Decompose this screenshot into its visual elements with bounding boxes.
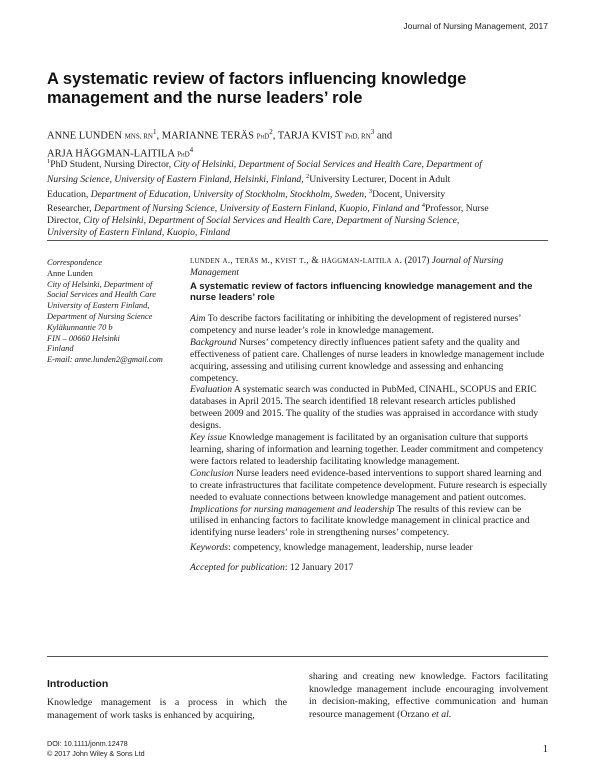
affiliation-line — [47, 186, 550, 201]
doi[interactable]: DOI: 10.1111/jonm.12478 — [47, 739, 128, 748]
affil-institution: City of Helsinki, Department of Social Services and Health Care, Department of — [173, 159, 482, 171]
journal-header: Journal of Nursing Management, 2017 — [403, 21, 548, 31]
abstract-block — [190, 256, 548, 574]
introduction-right-column — [309, 671, 548, 721]
correspondence-line: Finland — [47, 344, 74, 354]
affil-text: University Lecturer, Docent in Adult — [309, 173, 451, 185]
affil-text: Director, — [47, 215, 84, 227]
abstract-title: A systematic review of factors influencing knowledge management and the nurse leaders’ role — [190, 280, 533, 304]
accepted-date — [190, 562, 548, 574]
affil-institution: Department of Nursing Science, University of Eastern Finland, Kuopio, Finland and — [94, 203, 422, 215]
affil-text: Professor, Nurse — [425, 203, 489, 215]
affil-institution: Department of Education, University of Stockholm, Stockholm, Sweden, — [90, 188, 369, 200]
author-affil-number: 1 — [152, 128, 157, 136]
title-line: A systematic review of factors influencing knowledge — [47, 70, 467, 88]
section-text: Knowledge management is facilitated by an organisation culture that supports learning, sharing of information and learning together. Leader commitment and competency were factors related to leadership facilitating knowledge management. — [190, 432, 544, 467]
introduction-right-text: sharing and creating new knowledge. Factors facilitating knowledge management include encouraging involvement in decision-making, effective communication and human resource management (Orzano — [309, 671, 548, 720]
title-line: management and the nurse leaders’ role — [47, 89, 363, 107]
author-name: MARIANNE TERÄS — [161, 130, 255, 142]
author-degree: PhD — [256, 132, 270, 141]
affil-text: Education, — [47, 188, 91, 200]
keywords-text: : competency, knowledge management, leadership, nurse leader — [228, 542, 473, 554]
section-text: Nurse leaders need evidence-based interventions to support shared learning and to create infrastructures that facilitate competence development. Future research is especially needed to evaluate connections between knowledge management and patient outcomes. — [190, 467, 548, 503]
affil-text: PhD Student, Nursing Director, — [50, 159, 174, 171]
section-text: The results of this review can be utilised in enhancing factors to facilitate knowledge management in clinical practice and identifying nurse leaders’ role in strengthening nurses’ competency. — [190, 503, 530, 539]
author-affil-number: 4 — [189, 145, 194, 154]
author-list: ANNE LUNDEN MNS, $RN^1$, MARIANNE TERÄS PhD$^2$, TARJA KVIST PhD, $RN^3$ and ARJA HÄGGMAN-LAITILA PhD$^4$ — [47, 128, 393, 159]
section-label: Key issue — [190, 432, 227, 444]
introduction-left-column: Knowledge management is a process in which the management of work tasks is enhanced by acquiring, — [47, 697, 287, 721]
section-text: A systematic search was conducted in PubMed, CINAHL, SCOPUS and ERIC databases in April 2015. The search identified 18 relevant research articles published between 2009 and 2015. The quality of the studies was appraised in accordance with study designs. — [190, 384, 539, 432]
section-label: Implications for nursing management and leadership — [190, 503, 395, 515]
accepted-label: Accepted for publication — [190, 562, 285, 574]
affil-institution: University of Eastern Finland, Kuopio, Finland — [47, 226, 231, 238]
author-degree: PhD — [177, 150, 190, 158]
correspondence-email[interactable]: E-mail: anne.lunden2@gmail.com — [47, 355, 163, 365]
citation-authors: lunden a., teräs m., kvist t., & häggman-laitila a. — [190, 256, 403, 266]
affil-text: Researcher, — [47, 203, 95, 215]
abstract-evaluation — [190, 384, 548, 432]
author-name: ANNE LUNDEN — [47, 130, 122, 142]
keywords — [190, 542, 548, 554]
copyright: © 2017 John Wiley & Sons Ltd — [47, 749, 145, 758]
author-conjunction: and — [376, 130, 393, 142]
section-label: Conclusion — [190, 467, 234, 479]
author-name: ARJA HÄGGMAN-LAITILA — [47, 148, 175, 159]
affil-number: 3 — [368, 187, 373, 195]
abstract-implications — [190, 504, 548, 540]
correspondence-line: Social Services and Health Care — [47, 290, 157, 300]
correspondence-line: University of Eastern Finland, — [47, 301, 150, 311]
section-label: Background — [190, 336, 237, 348]
section-text: To describe factors facilitating or inhibiting the development of registered nurses’ competency and nurse leader’s role in knowledge management. — [190, 313, 521, 336]
introduction-heading: Introduction — [47, 678, 109, 690]
correspondence-line: Anne Lunden — [47, 268, 93, 278]
correspondence-block — [47, 258, 187, 366]
section-label: Evaluation — [190, 384, 233, 396]
section-text: Nurses’ competency directly influences patient safety and the quality and effectiveness of patient care. Challenges of nurse leaders in knowledge management include acquiring, assessing and utilising current knowledge and assessing and enhancing competency. — [190, 336, 545, 384]
abstract-aim — [190, 313, 548, 337]
author-degree: PhD, RN — [345, 132, 371, 141]
affil-institution: Nursing Science, University of Eastern Finland, Helsinki, Finland, — [47, 173, 306, 185]
header-divider — [47, 240, 548, 241]
affil-text: Docent, University — [372, 188, 446, 200]
affiliation-line — [47, 227, 550, 239]
citation-journal: Journal of Nursing — [431, 256, 504, 266]
correspondence-line: City of Helsinki, Department of — [47, 279, 153, 289]
affiliation-line — [47, 200, 550, 215]
accepted-text: : 12 January 2017 — [284, 562, 354, 574]
affil-number: 2 — [306, 172, 310, 180]
correspondence-line: Department of Nursing Science — [47, 311, 153, 321]
abstract-conclusion — [190, 468, 548, 504]
introduction-citation: et al. — [431, 708, 452, 720]
page-number: 1 — [542, 744, 548, 755]
affiliations — [47, 156, 550, 238]
affil-number: 1 — [47, 158, 51, 165]
abstract-divider — [47, 656, 548, 657]
affil-number: 4 — [421, 202, 426, 210]
citation — [190, 256, 548, 280]
author-name: TARJA KVIST — [277, 130, 343, 142]
affil-institution: City of Helsinki, Department of Social Services and Health Care, Department of Nursing Science, — [83, 215, 460, 227]
citation-year: (2017) — [404, 256, 430, 266]
affiliation-line — [47, 156, 550, 171]
affiliation-line — [47, 215, 550, 227]
citation-journal-cont: Management — [190, 267, 239, 278]
section-label: Aim — [190, 313, 206, 324]
abstract-key-issue — [190, 432, 548, 468]
author-affil-number: 2 — [269, 128, 273, 136]
keywords-label: Keywords — [190, 542, 229, 554]
affiliation-line — [47, 171, 550, 186]
article-title — [47, 70, 547, 108]
correspondence-line: Kyläkunnantie 70 b — [47, 322, 113, 332]
abstract-background — [190, 337, 548, 385]
author-affil-number: 3 — [370, 128, 375, 136]
author-degree: MNS, RN — [124, 132, 153, 141]
correspondence-line: FIN – 00660 Helsinki — [47, 333, 120, 343]
correspondence-heading: Correspondence — [47, 258, 103, 267]
